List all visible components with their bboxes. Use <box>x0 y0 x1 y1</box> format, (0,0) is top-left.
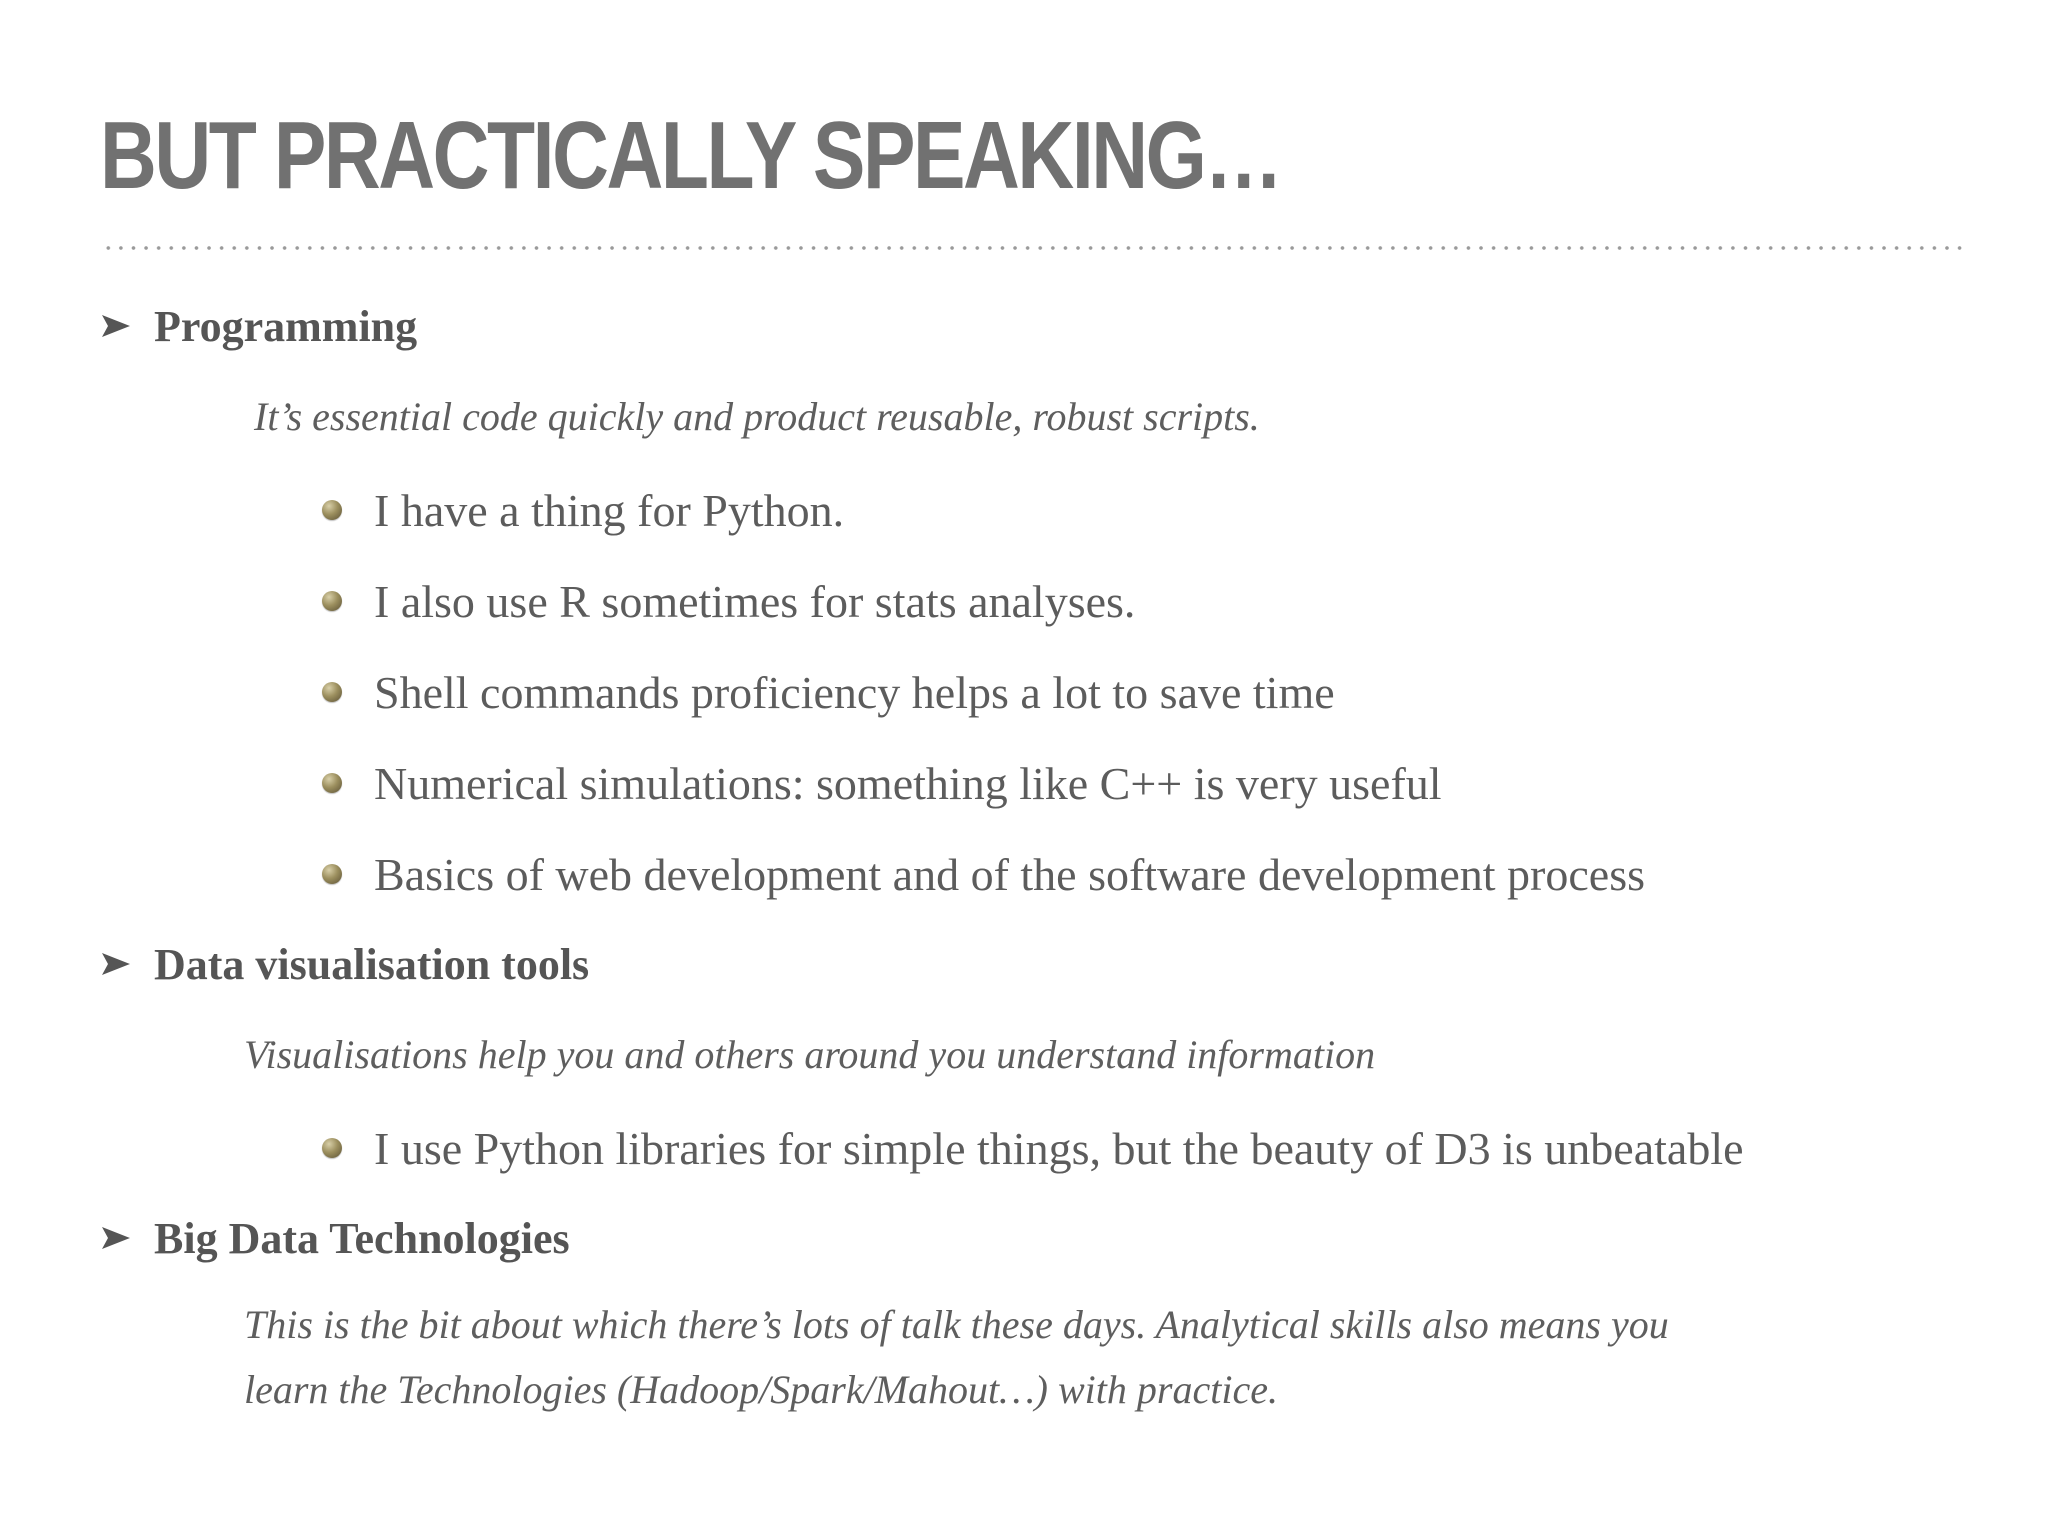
bullet-dot-icon <box>322 500 342 520</box>
bullet-dot-icon <box>322 591 342 611</box>
list-item: Shell commands proficiency helps a lot to save time <box>322 664 1335 720</box>
list-item: Numerical simulations: something like C++ is very useful <box>322 755 1442 811</box>
dotted-divider <box>102 246 1962 250</box>
section-description-line-1: This is the bit about which there’s lots of talk these days. Analytical skills also means you <box>244 1302 1669 1347</box>
section-programming <box>100 300 417 352</box>
arrowhead-bullet-icon <box>100 951 132 977</box>
section-data-visualisation <box>100 938 589 990</box>
arrowhead-bullet-icon <box>100 1225 132 1251</box>
bullet-dot-icon <box>322 1138 342 1158</box>
section-description: It’s essential code quickly and product reusable, robust scripts. <box>254 394 1260 439</box>
bullet-dot-icon <box>322 773 342 793</box>
slide-title: BUT PRACTICALLY SPEAKING… <box>100 102 1281 209</box>
list-item: I also use R sometimes for stats analyses. <box>322 573 1135 629</box>
bullet-dot-icon <box>322 682 342 702</box>
list-item: I have a thing for Python. <box>322 482 844 538</box>
section-label: Programming <box>154 301 418 351</box>
section-description-line-2: learn the Technologies (Hadoop/Spark/Mahout…) with practice. <box>244 1367 1278 1412</box>
list-item: I use Python libraries for simple things, but the beauty of D3 is unbeatable <box>322 1120 1744 1176</box>
section-description: Visualisations help you and others around you understand information <box>244 1032 1376 1077</box>
bullet-dot-icon <box>322 864 342 884</box>
section-label: Big Data Technologies <box>154 1213 570 1263</box>
section-label: Data visualisation tools <box>154 939 590 989</box>
section-big-data <box>100 1212 570 1264</box>
list-item: Basics of web development and of the software development process <box>322 846 1645 902</box>
arrowhead-bullet-icon <box>100 313 132 339</box>
